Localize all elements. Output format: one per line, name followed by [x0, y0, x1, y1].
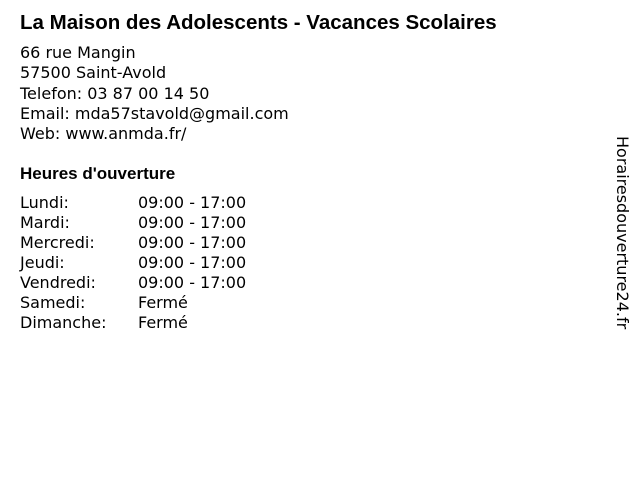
email-address: Email: mda57stavold@gmail.com	[20, 103, 289, 123]
day-label: Vendredi:	[20, 273, 96, 292]
time-value: 09:00 - 17:00	[138, 233, 247, 252]
time-value: 09:00 - 17:00	[138, 193, 247, 212]
day-label: Lundi:	[20, 193, 69, 212]
address-city: 57500 Saint-Avold	[20, 63, 167, 83]
day-label: Mercredi:	[20, 233, 95, 252]
day-label: Samedi:	[20, 293, 86, 312]
time-value: 09:00 - 17:00	[138, 253, 247, 272]
time-value: Fermé	[138, 313, 188, 332]
time-value: 09:00 - 17:00	[138, 273, 247, 292]
day-label: Jeudi:	[20, 253, 65, 272]
site-watermark: Horairesdouverture24.fr	[613, 136, 632, 330]
page-title: La Maison des Adolescents - Vacances Scolaires	[20, 11, 497, 34]
phone-number: Telefon: 03 87 00 14 50	[20, 83, 210, 103]
opening-hours-heading: Heures d'ouverture	[20, 164, 176, 183]
website: Web: www.anmda.fr/	[20, 124, 187, 144]
day-label: Mardi:	[20, 213, 70, 232]
address-street: 66 rue Mangin	[20, 43, 136, 62]
day-label: Dimanche:	[20, 313, 107, 332]
time-value: 09:00 - 17:00	[138, 213, 247, 232]
time-value: Fermé	[138, 293, 188, 312]
contact-info	[20, 43, 289, 144]
